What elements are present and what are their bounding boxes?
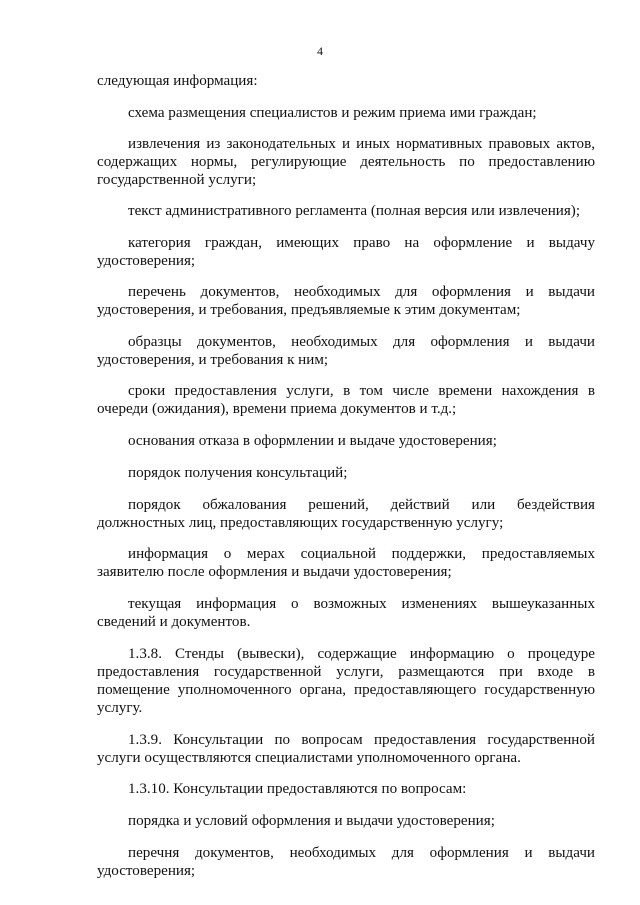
paragraph: перечня документов, необходимых для оформления и выдачи удостоверения; [97, 845, 595, 879]
paragraph: порядок обжалования решений, действий или бездействия должностных лиц, предоставляющих государственную услугу; [97, 497, 595, 531]
paragraph: текст административного регламента (полная версия или извлечения); [128, 203, 581, 219]
paragraph: текущая информация о возможных изменениях вышеуказанных сведений и документов. [97, 596, 595, 630]
paragraph: следующая информация: [97, 73, 258, 89]
paragraph: 1.3.10. Консультации предоставляются по вопросам: [128, 781, 467, 797]
paragraph: схема размещения специалистов и режим приема ими граждан; [128, 105, 537, 121]
paragraph: 1.3.8. Стенды (вывески), содержащие информацию о процедуре предоставления государственной услуги, размещаются при входе в помещение уполномоченного органа, предоставляющего государственную услугу. [97, 646, 595, 716]
page-number: 4 [317, 44, 323, 58]
document-body [97, 72, 595, 880]
paragraph: порядка и условий оформления и выдачи удостоверения; [128, 813, 495, 829]
paragraph: основания отказа в оформлении и выдаче удостоверения; [128, 433, 497, 449]
paragraph: информация о мерах социальной поддержки, предоставляемых заявителю после оформления и выдачи удостоверения; [97, 546, 595, 580]
paragraph: образцы документов, необходимых для оформления и выдачи удостоверения, и требования к ним; [97, 334, 595, 368]
paragraph: извлечения из законодательных и иных нормативных правовых актов, содержащих нормы, регулирующие деятельность по предоставлению государственной услуги; [97, 136, 595, 188]
paragraph: порядок получения консультаций; [128, 465, 348, 481]
paragraph: 1.3.9. Консультации по вопросам предоставления государственной услуги осуществляются специалистами уполномоченного органа. [97, 732, 595, 766]
paragraph: сроки предоставления услуги, в том числе времени нахождения в очереди (ожидания), времени приема документов и т.д.; [97, 383, 595, 417]
paragraph: перечень документов, необходимых для оформления и выдачи удостоверения, и требования, предъявляемые к этим документам; [97, 284, 595, 318]
paragraph: категория граждан, имеющих право на оформление и выдачу удостоверения; [97, 235, 595, 269]
